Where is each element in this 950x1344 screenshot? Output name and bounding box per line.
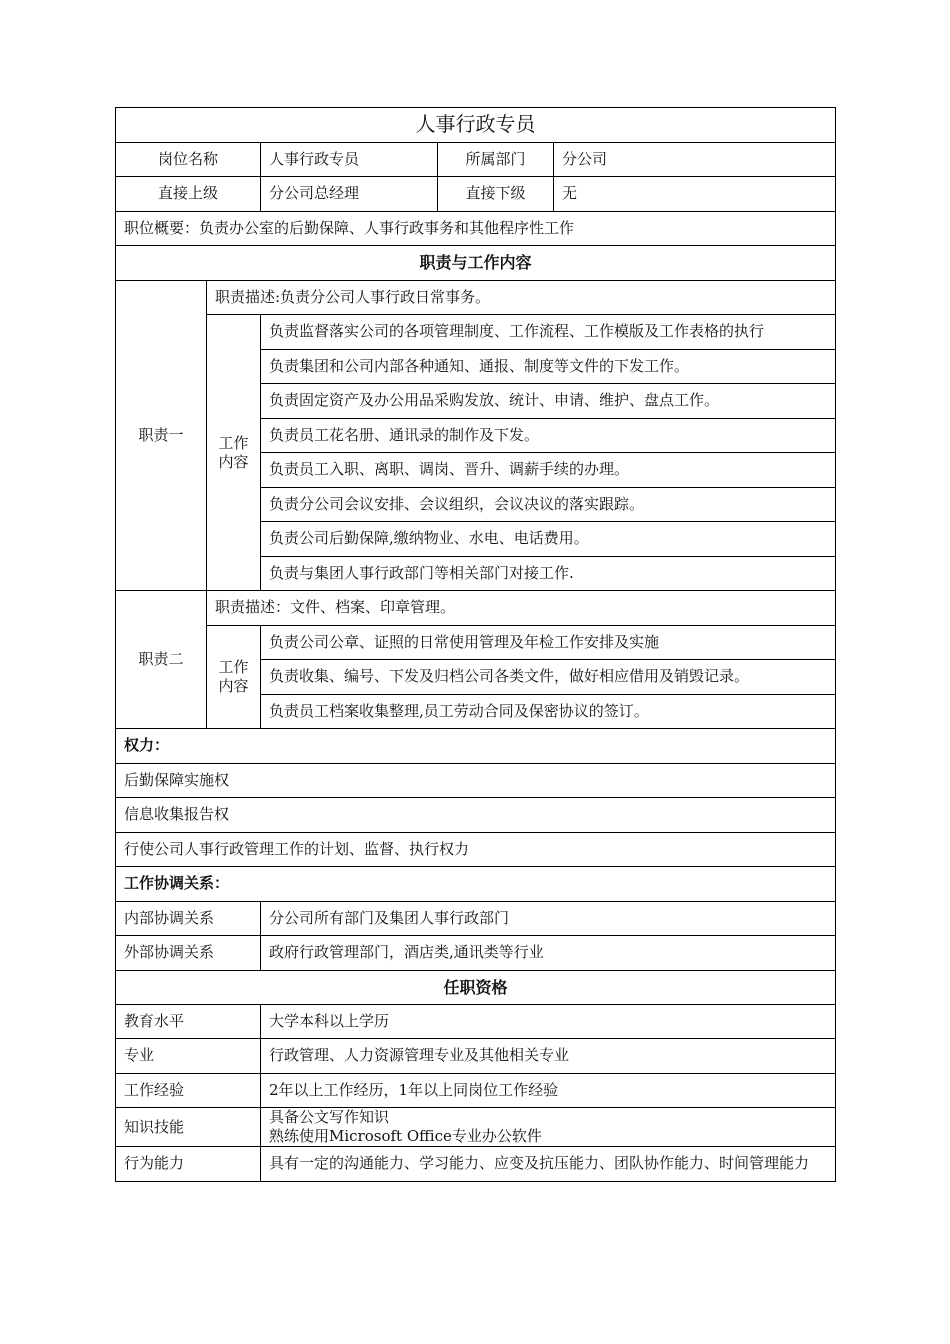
post-name-label: 岗位名称 — [116, 142, 261, 177]
duty1-item: 负责与集团人事行政部门等相关部门对接工作. — [261, 556, 836, 591]
job-description-table — [115, 107, 836, 1182]
duty1-label: 职责一 — [116, 280, 207, 591]
duty1-item: 负责集团和公司内部各种通知、通报、制度等文件的下发工作。 — [261, 349, 836, 384]
direct-superior-label: 直接上级 — [116, 177, 261, 212]
duty1-item: 负责公司后勤保障,缴纳物业、水电、电话费用。 — [261, 522, 836, 557]
major-value: 行政管理、人力资源管理专业及其他相关专业 — [261, 1039, 836, 1074]
internal-coordination-label: 内部协调关系 — [116, 901, 261, 936]
department-value: 分公司 — [554, 142, 836, 177]
duty1-description: 职责描述:负责分公司人事行政日常事务。 — [207, 280, 836, 315]
direct-superior-value: 分公司总经理 — [261, 177, 438, 212]
major-label: 专业 — [116, 1039, 261, 1074]
behavior-label: 行为能力 — [116, 1147, 261, 1182]
document-title: 人事行政专员 — [116, 108, 836, 143]
experience-value: 2年以上工作经历，1年以上同岗位工作经验 — [261, 1073, 836, 1108]
qualifications-heading: 任职资格 — [116, 970, 836, 1004]
skills-label: 知识技能 — [116, 1108, 261, 1147]
post-name-value: 人事行政专员 — [261, 142, 438, 177]
education-value: 大学本科以上学历 — [261, 1004, 836, 1039]
coordination-heading: 工作协调关系： — [116, 867, 836, 902]
authority-item: 行使公司人事行政管理工作的计划、监督、执行权力 — [116, 832, 836, 867]
duty1-item: 负责员工花名册、通讯录的制作及下发。 — [261, 418, 836, 453]
duty2-item: 负责收集、编号、下发及归档公司各类文件，做好相应借用及销毁记录。 — [261, 660, 836, 695]
internal-coordination-value: 分公司所有部门及集团人事行政部门 — [261, 901, 836, 936]
external-coordination-label: 外部协调关系 — [116, 936, 261, 971]
authority-item: 后勤保障实施权 — [116, 763, 836, 798]
duty2-item: 负责公司公章、证照的日常使用管理及年检工作安排及实施 — [261, 625, 836, 660]
education-label: 教育水平 — [116, 1004, 261, 1039]
duty1-item: 负责分公司会议安排、会议组织，会议决议的落实跟踪。 — [261, 487, 836, 522]
behavior-value: 具有一定的沟通能力、学习能力、应变及抗压能力、团队协作能力、时间管理能力 — [261, 1147, 836, 1182]
duty2-label: 职责二 — [116, 591, 207, 729]
duty2-item: 负责员工档案收集整理,员工劳动合同及保密协议的签订。 — [261, 694, 836, 729]
duties-heading: 职责与工作内容 — [116, 246, 836, 281]
duty1-item: 负责监督落实公司的各项管理制度、工作流程、工作模版及工作表格的执行 — [261, 315, 836, 350]
skills-value: 具备公文写作知识 熟练使用Microsoft Office专业办公软件 — [261, 1108, 836, 1147]
duty1-work-content-label: 工作 内容 — [207, 315, 261, 591]
department-label: 所属部门 — [438, 142, 554, 177]
authority-item: 信息收集报告权 — [116, 798, 836, 833]
duty1-item: 负责员工入职、离职、调岗、晋升、调薪手续的办理。 — [261, 453, 836, 488]
direct-subordinate-label: 直接下级 — [438, 177, 554, 212]
duty2-work-content-label: 工作 内容 — [207, 625, 261, 729]
authority-heading: 权力： — [116, 729, 836, 764]
experience-label: 工作经验 — [116, 1073, 261, 1108]
position-overview: 职位概要：负责办公室的后勤保障、人事行政事务和其他程序性工作 — [116, 211, 836, 246]
duty2-description: 职责描述：文件、档案、印章管理。 — [207, 591, 836, 626]
direct-subordinate-value: 无 — [554, 177, 836, 212]
duty1-item: 负责固定资产及办公用品采购发放、统计、申请、维护、盘点工作。 — [261, 384, 836, 419]
external-coordination-value: 政府行政管理部门，酒店类,通讯类等行业 — [261, 936, 836, 971]
